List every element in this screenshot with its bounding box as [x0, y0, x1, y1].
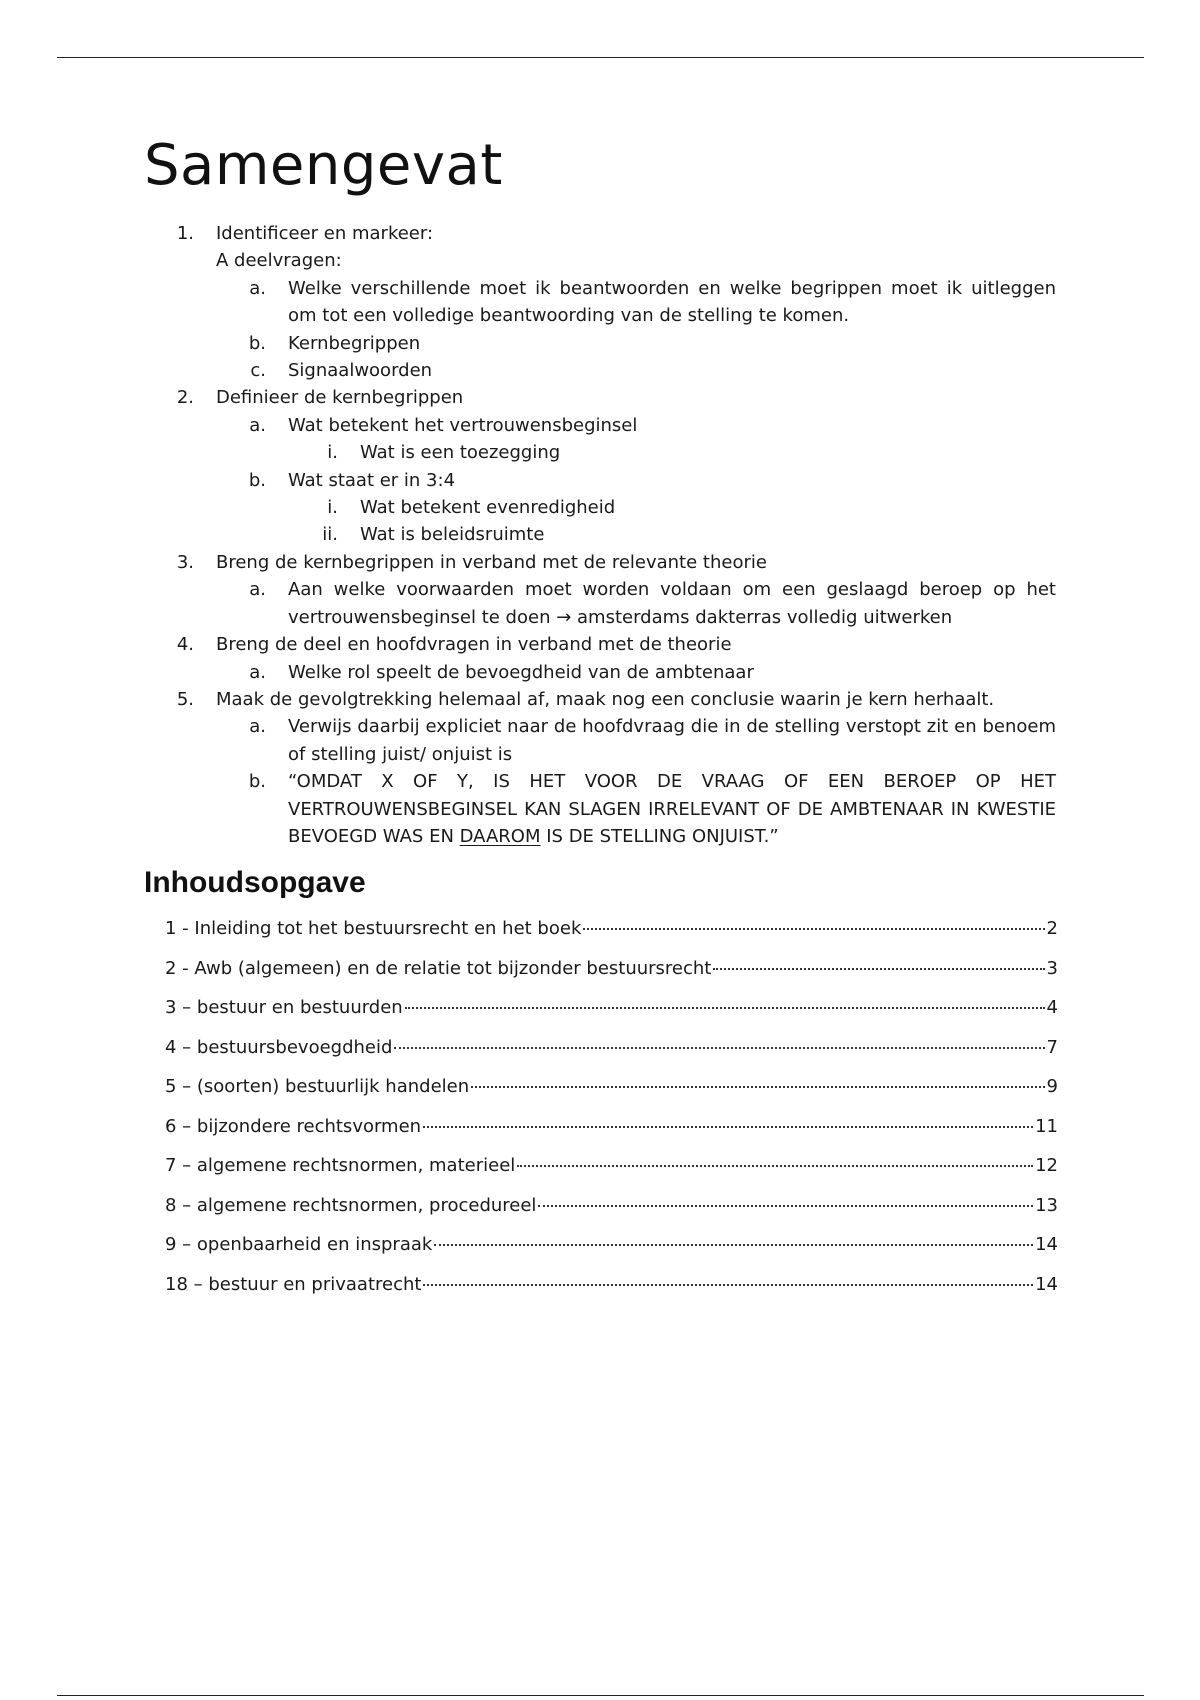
step-text: Maak de gevolgtrekking helemaal af, maak nog een conclusie waarin je kern herhaalt.: [216, 688, 995, 710]
toc-leader-dots: [517, 1165, 1033, 1167]
sub-number: a.: [249, 661, 266, 683]
toc-leader-dots: [583, 928, 1044, 930]
toc-entry-page[interactable]: 11: [1035, 1115, 1058, 1137]
toc-entry-page[interactable]: 12: [1035, 1155, 1058, 1176]
quote-underlined-word: DAAROM: [459, 825, 541, 847]
toc-entry[interactable]: [165, 1076, 1058, 1116]
step-number: 2.: [176, 387, 194, 409]
item-number: ii.: [322, 524, 338, 546]
page-title: Samengevat: [144, 133, 503, 198]
toc-leader-dots: [423, 1126, 1033, 1128]
toc-entry-title[interactable]: 18 – bestuur en privaatrecht: [165, 1273, 422, 1295]
toc-entry[interactable]: [165, 1037, 1058, 1077]
sub-text: Welke verschillende moet ik beantwoorden en welke begrippen moet ik uitleggen om tot een volledige beantwoording van de stelling te komen.: [288, 277, 1056, 327]
quote-text-after: IS DE STELLING ONJUIST.”: [540, 825, 779, 847]
toc-entry[interactable]: [165, 958, 1058, 998]
step-1-sub-b: [144, 330, 1056, 357]
toc-leader-dots: [538, 1205, 1033, 1207]
toc-entry-page[interactable]: 7: [1046, 1036, 1058, 1058]
sub-number: a.: [249, 716, 266, 738]
toc-heading: Inhoudsopgave: [144, 866, 366, 899]
step-2-sub-b-item-i: [144, 494, 1056, 521]
toc-entry-page[interactable]: 4: [1046, 997, 1058, 1018]
toc-entry-title[interactable]: 9 – openbaarheid en inspraak: [165, 1234, 433, 1255]
toc-entry[interactable]: [165, 1234, 1058, 1274]
toc-leader-dots: [434, 1244, 1033, 1246]
toc-entry-page[interactable]: 9: [1046, 1076, 1058, 1097]
step-5-sub-a: [144, 713, 1056, 768]
toc-entry-title[interactable]: 4 – bestuursbevoegdheid: [165, 1036, 393, 1058]
step-number: 1.: [176, 223, 194, 244]
sub-text: Aan welke voorwaarden moet worden voldaan om een geslaagd beroep op het vertrouwensbeginsel te doen → amsterdams dakterras volledig uitwerken: [288, 579, 1056, 628]
step-1: [144, 220, 1056, 247]
step-number: 3.: [176, 551, 194, 573]
toc-entry[interactable]: [165, 997, 1058, 1037]
sub-number: b.: [248, 332, 266, 354]
summary-outline: [144, 220, 1056, 850]
sub-number: a.: [249, 414, 266, 436]
toc-leader-dots: [394, 1047, 1044, 1049]
step-1-sub-c: [144, 357, 1056, 384]
item-text: Wat is een toezegging: [360, 442, 561, 464]
sub-number: b.: [248, 469, 266, 491]
step-2: [144, 384, 1056, 411]
toc-leader-dots: [405, 1007, 1045, 1009]
step-continuation-text: A deelvragen:: [216, 250, 342, 272]
step-2-sub-b-item-ii: [144, 521, 1056, 548]
sub-text: Kernbegrippen: [288, 332, 421, 354]
step-5: [144, 686, 1056, 713]
step-5-sub-b-quote: [144, 768, 1056, 850]
toc-entry[interactable]: [165, 1274, 1058, 1314]
toc-entry[interactable]: [165, 1195, 1058, 1235]
step-4-sub-a: [144, 659, 1056, 686]
footer-rule: [57, 1695, 1144, 1696]
step-1-continuation: [144, 247, 1056, 274]
toc-entry-title[interactable]: 2 - Awb (algemeen) en de relatie tot bijzonder bestuursrecht: [165, 957, 712, 979]
toc-entry[interactable]: [165, 1116, 1058, 1156]
quote-text-before: “OMDAT X OF Y, IS HET VOOR DE VRAAG OF EEN BEROEP OP HET VERTROUWENSBEGINSEL KAN SLAGEN IRRELEVANT OF DE AMBTENAAR IN KWESTIE BEVOEGD WAS EN: [288, 771, 1056, 847]
toc-entry-title[interactable]: 6 – bijzondere rechtsvormen: [165, 1115, 422, 1137]
table-of-contents: [165, 918, 1058, 1313]
toc-entry-page[interactable]: 13: [1035, 1194, 1058, 1216]
toc-entry-page[interactable]: 14: [1035, 1273, 1058, 1295]
toc-entry-title[interactable]: 7 – algemene rechtsnormen, materieel: [165, 1155, 516, 1176]
step-text: Definieer de kernbegrippen: [216, 387, 464, 409]
toc-entry[interactable]: [165, 1155, 1058, 1195]
sub-number: a.: [249, 277, 266, 299]
step-2-sub-a-item-i: [144, 439, 1056, 466]
toc-entry-page[interactable]: 3: [1046, 957, 1058, 979]
sub-text: Verwijs daarbij expliciet naar de hoofdvraag die in de stelling verstopt zit en benoem of stelling juist/ onjuist is: [288, 716, 1056, 765]
sub-text: Signaalwoorden: [288, 360, 433, 382]
step-2-sub-a: [144, 412, 1056, 439]
sub-number: c.: [250, 360, 266, 382]
toc-leader-dots: [713, 968, 1044, 970]
step-3: [144, 549, 1056, 576]
sub-text: Wat betekent het vertrouwensbeginsel: [288, 414, 638, 436]
item-number: i.: [327, 442, 338, 464]
item-text: Wat betekent evenredigheid: [360, 497, 616, 519]
sub-text: Welke rol speelt de bevoegdheid van de ambtenaar: [288, 661, 754, 683]
sub-number: a.: [249, 579, 266, 601]
toc-entry-title[interactable]: 3 – bestuur en bestuurden: [165, 997, 403, 1018]
step-text: Identificeer en markeer:: [216, 223, 434, 244]
item-number: i.: [327, 497, 338, 519]
sub-number: b.: [248, 771, 266, 793]
toc-leader-dots: [423, 1284, 1033, 1286]
step-4: [144, 631, 1056, 658]
toc-leader-dots: [471, 1086, 1044, 1088]
toc-entry-page[interactable]: 2: [1046, 918, 1058, 939]
step-number: 4.: [176, 634, 194, 656]
sub-text: Wat staat er in 3:4: [288, 469, 456, 491]
item-text: Wat is beleidsruimte: [360, 524, 545, 546]
toc-entry-page[interactable]: 14: [1035, 1234, 1058, 1255]
toc-entry-title[interactable]: 5 – (soorten) bestuurlijk handelen: [165, 1076, 470, 1097]
toc-entry-title[interactable]: 1 - Inleiding tot het bestuursrecht en het boek: [165, 918, 582, 939]
step-text: Breng de kernbegrippen in verband met de relevante theorie: [216, 551, 767, 573]
step-2-sub-b: [144, 467, 1056, 494]
step-1-sub-a: [144, 275, 1056, 330]
step-text: Breng de deel en hoofdvragen in verband met de theorie: [216, 634, 732, 656]
header-rule: [57, 57, 1144, 58]
toc-entry-title[interactable]: 8 – algemene rechtsnormen, procedureel: [165, 1194, 537, 1216]
toc-entry[interactable]: [165, 918, 1058, 958]
step-3-sub-a: [144, 576, 1056, 631]
step-number: 5.: [176, 688, 194, 710]
